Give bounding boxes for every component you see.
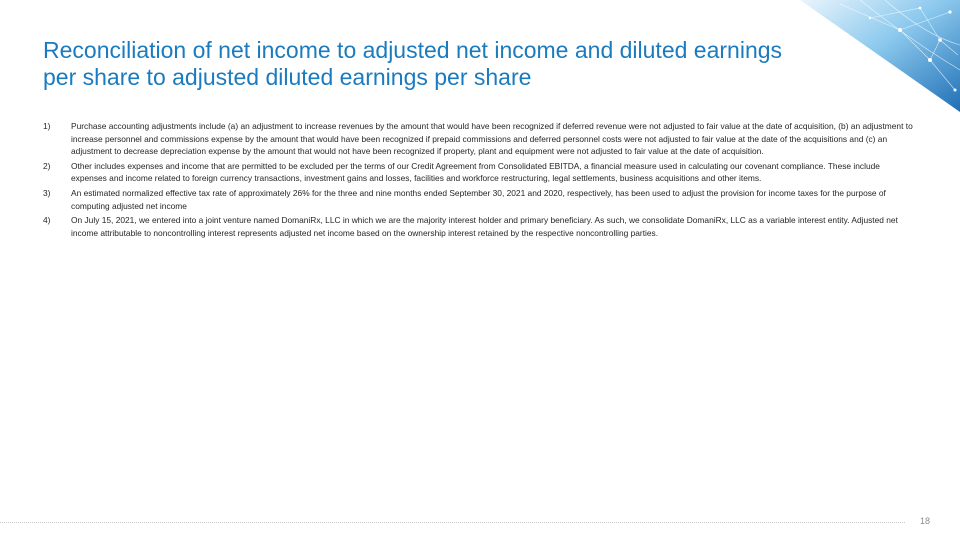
footnote-item [43, 214, 915, 239]
page-title: Reconciliation of net income to adjusted net income and diluted earnings per share to adjusted diluted earnings per share [43, 37, 783, 90]
footnote-number: 2) [43, 160, 51, 171]
footer-divider [0, 522, 905, 523]
footnote-text: An estimated normalized effective tax rate of approximately 26% for the three and nine months ended September 30, 2021 and 2020, respectively, has been used to adjust the provision for income taxes for the purpose of computing adjusted net income [71, 187, 886, 211]
page-number: 18 [919, 516, 930, 526]
footnote-list [43, 120, 915, 241]
footnote-number: 1) [43, 121, 51, 131]
footnote-number: 3) [43, 187, 51, 198]
footnote-text: Purchase accounting adjustments include (a) an adjustment to increase revenues by the amount that would have been recognized if deferred revenue were not adjusted to fair value at the date of acquisition, (b) an adjustment to increase personnel and commissions expense by the amount that would have been recognized if prepaid commissions and deferred personnel costs were not adjusted to fair value at the date of the acquisitions and (c) an adjustment to decrease depreciation expense by the amount that would not have been recognized if property, plant and equipment were not adjusted to fair value at the date of acquisition. [71, 121, 913, 157]
footnote-item [43, 160, 915, 185]
footnote-item [43, 187, 915, 212]
footnote-item [43, 120, 915, 158]
footnote-number: 4) [43, 215, 51, 226]
footnote-text: On July 15, 2021, we entered into a joint venture named DomaniRx, LLC in which we are the majority interest holder and primary beneficiary. As such, we consolidate DomaniRx, LLC as a variable interest entity. Adjusted net income attributable to noncontrolling interest represents adjusted net income based on the ownership interest retained by the respective noncontrolling parties. [71, 215, 898, 238]
footnote-text: Other includes expenses and income that are permitted to be excluded per the terms of our Credit Agreement from Consolidated EBITDA, a financial measure used in calculating our covenant compliance. These include expenses and income related to foreign currency transactions, investment gains and losses, facilities and workforce restructuring, legal settlements, business acquisitions and other items. [71, 160, 880, 184]
network-globe-graphic [800, 0, 960, 112]
